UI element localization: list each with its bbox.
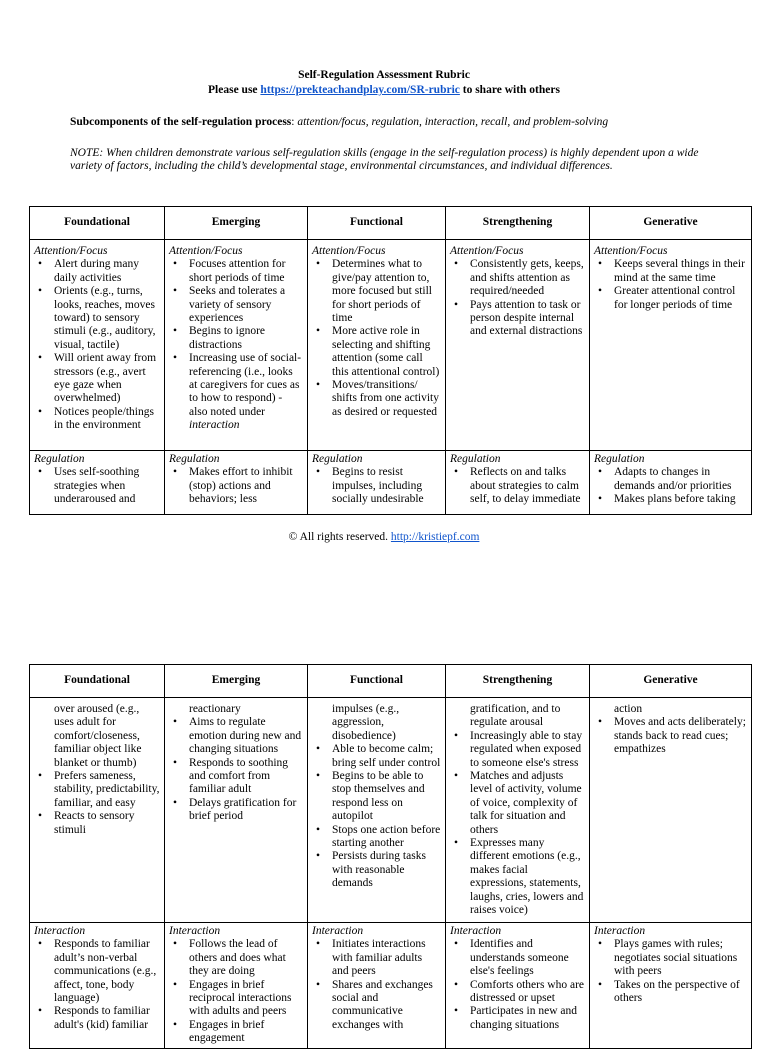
col-header-generative: Generative <box>590 207 752 240</box>
list-item: • Matches and adjusts level of activity, volume of voice, complexity of talk for situation and others <box>450 770 585 837</box>
interaction-foundational-cell <box>30 923 165 1049</box>
list-item: • Stops one action before starting another <box>312 824 441 851</box>
list-item: • Shares and exchanges social and communicative exchanges with <box>312 979 441 1033</box>
col-header-strengthening: Strengthening <box>446 207 590 240</box>
subcomponents-label: Subcomponents of the self-regulation process <box>70 116 292 128</box>
section-label: Attention/Focus <box>594 245 668 257</box>
bullet-list <box>34 466 160 506</box>
col-header-functional: Functional <box>308 207 446 240</box>
bullet-list <box>312 703 441 891</box>
bullet-list <box>450 938 585 1032</box>
regulation-generative-cell <box>590 451 752 515</box>
col-header-foundational: Foundational <box>30 207 165 240</box>
list-item: • Consistently gets, keeps, and shifts attention as required/needed <box>450 258 585 298</box>
attention-generative-cell <box>590 240 752 451</box>
bullet-list <box>312 258 441 419</box>
section-label: Interaction <box>34 925 86 937</box>
list-item: • Responds to familiar adult's (kid) familiar <box>34 1005 160 1032</box>
bullet-list <box>594 258 747 312</box>
section-label: Interaction <box>312 925 364 937</box>
list-item: • Will orient away from stressors (e.g., avert eye gaze when overwhelmed) <box>34 352 160 406</box>
list-item: • Focuses attention for short periods of time <box>169 258 303 285</box>
list-item: • Reflects on and talks about strategies to calm self, to delay immediate <box>450 466 585 506</box>
rubric-link[interactable]: https://prekteachandplay.com/SR-rubric <box>260 84 460 96</box>
list-item: • Begins to ignore distractions <box>169 325 303 352</box>
note-paragraph: NOTE: When children demonstrate various self-regulation skills (engage in the self-regulation process) is highly dependent upon a wide variety of factors, including the child’s developmental stage, environmental circumstances, and individual differences. <box>70 147 699 173</box>
list-item: • Able to become calm; bring self under control <box>312 743 441 770</box>
bullet-list <box>169 938 303 1045</box>
regulation-cont-functional-cell <box>308 698 446 923</box>
subtitle-suffix: to share with others <box>459 84 560 96</box>
subcomponents-items: attention/focus, regulation, interaction, recall, and problem-solving <box>297 116 609 128</box>
regulation-cont-generative-cell <box>590 698 752 923</box>
list-item: • Determines what to give/pay attention to, more focused but still for short periods of time <box>312 258 441 325</box>
list-item: • Pays attention to task or person despite internal and external distractions <box>450 299 585 339</box>
table-header-row <box>30 207 752 240</box>
bullet-list <box>34 258 160 432</box>
list-item: • Keeps several things in their mind at the same time <box>594 258 747 285</box>
subcomponents-line <box>70 116 710 129</box>
list-item: • Greater attentional control for longer periods of time <box>594 285 747 312</box>
bullet-list <box>594 466 747 506</box>
section-label: Attention/Focus <box>169 245 243 257</box>
list-item-text: Increasing use of social-referencing (i.e., looks at caregivers for cues as to how to respond) - also noted under <box>189 352 302 418</box>
attention-emerging-cell <box>165 240 308 451</box>
section-label: Interaction <box>594 925 646 937</box>
col-header-emerging: Emerging <box>165 207 308 240</box>
list-item-continued: action <box>614 703 643 715</box>
list-item-continued: reactionary <box>189 703 241 715</box>
regulation-emerging-cell <box>165 451 308 515</box>
section-label: Regulation <box>169 453 220 465</box>
list-item: • Seeks and tolerates a variety of sensory experiences <box>169 285 303 325</box>
list-item: • Responds to familiar adult’s non-verbal communications (e.g., affect, tone, body language) <box>34 938 160 1005</box>
section-label: Attention/Focus <box>34 245 108 257</box>
list-item: • Expresses many different emotions (e.g., makes facial expressions, statements, laughs, cries, lowers and raises voice) <box>450 837 585 917</box>
list-item: • Identifies and understands someone else's feelings <box>450 938 585 978</box>
bullet-list <box>594 703 747 757</box>
list-item: • Begins to be able to stop themselves and respond less on autopilot <box>312 770 441 824</box>
list-item: • Comforts others who are distressed or upset <box>450 979 585 1006</box>
bullet-list <box>34 703 160 837</box>
interaction-generative-cell <box>590 923 752 1049</box>
list-item: • Initiates interactions with familiar adults and peers <box>312 938 441 978</box>
list-item: • Adapts to changes in demands and/or priorities <box>594 466 747 493</box>
list-item: • Orients (e.g., turns, looks, reaches, moves toward) to sensory stimuli (e.g., auditory, visual, tactile) <box>34 285 160 352</box>
section-label: Attention/Focus <box>312 245 386 257</box>
list-item: • Plays games with rules; negotiates social situations with peers <box>594 938 747 978</box>
interaction-row <box>30 923 752 1049</box>
attention-functional-cell <box>308 240 446 451</box>
col-header-strengthening: Strengthening <box>446 665 590 698</box>
section-label: Interaction <box>450 925 502 937</box>
bullet-list <box>169 703 303 824</box>
col-header-foundational: Foundational <box>30 665 165 698</box>
bullet-list <box>450 466 585 506</box>
regulation-cont-foundational-cell <box>30 698 165 923</box>
attention-row <box>30 240 752 451</box>
list-item: • Delays gratification for brief period <box>169 797 303 824</box>
list-item <box>169 352 303 432</box>
section-label: Attention/Focus <box>450 245 524 257</box>
section-label: Regulation <box>450 453 501 465</box>
regulation-foundational-cell <box>30 451 165 515</box>
list-item: • Prefers sameness, stability, predictability, familiar, and easy <box>34 770 160 810</box>
attention-foundational-cell <box>30 240 165 451</box>
section-label: Regulation <box>594 453 645 465</box>
list-item: • Engages in brief reciprocal interactions with adults and peers <box>169 979 303 1019</box>
list-item: • Participates in new and changing situations <box>450 1005 585 1032</box>
list-item: • Follows the lead of others and does what they are doing <box>169 938 303 978</box>
document-subtitle <box>0 84 768 97</box>
list-item: • Begins to resist impulses, including socially undesirable <box>312 466 441 506</box>
list-item: • Makes plans before taking <box>594 493 747 506</box>
section-label: Interaction <box>169 925 221 937</box>
regulation-continued-row <box>30 698 752 923</box>
list-item: • Uses self-soothing strategies when underaroused and <box>34 466 160 506</box>
footer-link[interactable]: http://kristiepf.com <box>390 531 480 543</box>
col-header-functional: Functional <box>308 665 446 698</box>
list-item-italic: interaction <box>189 419 240 432</box>
list-item: • Aims to regulate emotion during new and changing situations <box>169 716 303 756</box>
col-header-emerging: Emerging <box>165 665 308 698</box>
subtitle-prefix: Please use <box>208 84 261 96</box>
regulation-strengthening-cell <box>446 451 590 515</box>
section-label: Regulation <box>34 453 85 465</box>
bullet-list <box>34 938 160 1032</box>
interaction-strengthening-cell <box>446 923 590 1049</box>
rubric-table-page-1 <box>29 206 752 515</box>
rubric-table-page-2 <box>29 664 752 1049</box>
list-item: • Takes on the perspective of others <box>594 979 747 1006</box>
bullet-list <box>312 466 441 506</box>
list-item: • More active role in selecting and shifting attention (some call this attentional control) <box>312 325 441 379</box>
list-item: • Moves and acts deliberately; stands back to read cues; empathizes <box>594 716 747 756</box>
list-item: • Responds to soothing and comfort from familiar adult <box>169 757 303 797</box>
regulation-row <box>30 451 752 515</box>
copyright-text: © All rights reserved. <box>288 531 391 543</box>
bullet-list <box>594 938 747 1005</box>
list-item: • Increasingly able to stay regulated when exposed to someone else's stress <box>450 730 585 770</box>
bullet-list <box>169 466 303 506</box>
list-item: • Reacts to sensory stimuli <box>34 810 160 837</box>
list-item: • Alert during many daily activities <box>34 258 160 285</box>
page-footer <box>0 531 768 544</box>
regulation-cont-emerging-cell <box>165 698 308 923</box>
interaction-emerging-cell <box>165 923 308 1049</box>
interaction-functional-cell <box>308 923 446 1049</box>
regulation-functional-cell <box>308 451 446 515</box>
table-header-row <box>30 665 752 698</box>
list-item: • Moves/transitions/ shifts from one activity as desired or requested <box>312 379 441 419</box>
document-title: Self-Regulation Assessment Rubric <box>298 69 470 81</box>
bullet-list <box>450 703 585 918</box>
list-item: • Engages in brief engagement <box>169 1019 303 1046</box>
bullet-list <box>169 258 303 432</box>
list-item: • Notices people/things in the environment <box>34 406 160 433</box>
regulation-cont-strengthening-cell <box>446 698 590 923</box>
bullet-list <box>450 258 585 338</box>
col-header-generative: Generative <box>590 665 752 698</box>
section-label: Regulation <box>312 453 363 465</box>
list-item: • Makes effort to inhibit (stop) actions and behaviors; less <box>169 466 303 506</box>
list-item: • Persists during tasks with reasonable demands <box>312 850 441 890</box>
list-item-continued: over aroused (e.g., uses adult for comfort/closeness, familiar object like blanket or thumb) <box>54 703 142 769</box>
bullet-list <box>312 938 441 1032</box>
subcomponents-sep: : <box>291 116 298 128</box>
list-item-continued: impulses (e.g., aggression, disobedience) <box>332 703 400 742</box>
attention-strengthening-cell <box>446 240 590 451</box>
list-item-continued: gratification, and to regulate arousal <box>470 703 561 729</box>
